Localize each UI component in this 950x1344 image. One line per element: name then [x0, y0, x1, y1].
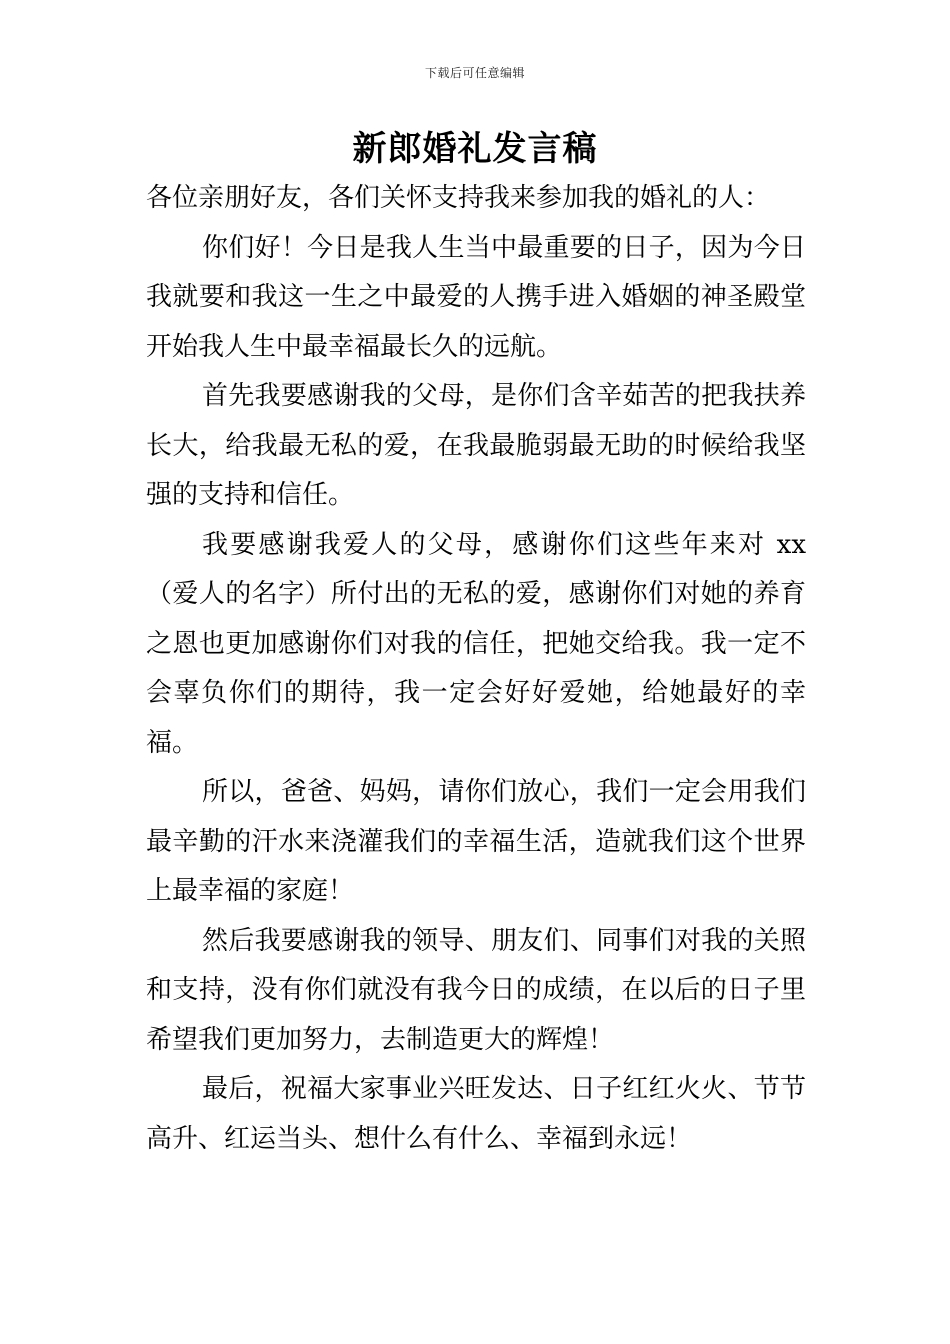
paragraph-4: 所以，爸爸、妈妈，请你们放心，我们一定会用我们最辛勤的汗水来浇灌我们的幸福生活，造就我们这个世界上最幸福的家庭！ — [146, 777, 806, 906]
paragraph-6: 最后，祝福大家事业兴旺发达、日子红红火火、节节高升、红运当头、想什么有什么、幸福到永远！ — [146, 1074, 806, 1154]
document-body — [146, 174, 806, 1164]
paragraph-2: 首先我要感谢我的父母，是你们含辛茹苦的把我扶养长大，给我最无私的爱，在我最脆弱最无助的时候给我坚强的支持和信任。 — [146, 381, 806, 510]
paragraph-3: 我要感谢我爱人的父母，感谢你们这些年来对 xx（爱人的名字）所付出的无私的爱，感谢你们对她的养育之恩也更加感谢你们对我的信任，把她交给我。我一定不会辜负你们的期待，我一定会好好爱她，给她最好的幸福。 — [146, 529, 806, 758]
header-note: 下载后可任意编辑 — [424, 66, 525, 80]
paragraph-5: 然后我要感谢我的领导、朋友们、同事们对我的关照和支持，没有你们就没有我今日的成绩，在以后的日子里希望我们更加努力，去制造更大的辉煌！ — [146, 925, 806, 1055]
paragraph-1: 你们好！今日是我人生当中最重要的日子，因为今日我就要和我这一生之中最爱的人携手进入婚姻的神圣殿堂开始我人生中最幸福最长久的远航。 — [146, 232, 806, 362]
greeting-line: 各位亲朋好友，各们关怀支持我来参加我的婚礼的人： — [146, 183, 771, 213]
document-title: 新郎婚礼发言稿 — [352, 129, 598, 169]
